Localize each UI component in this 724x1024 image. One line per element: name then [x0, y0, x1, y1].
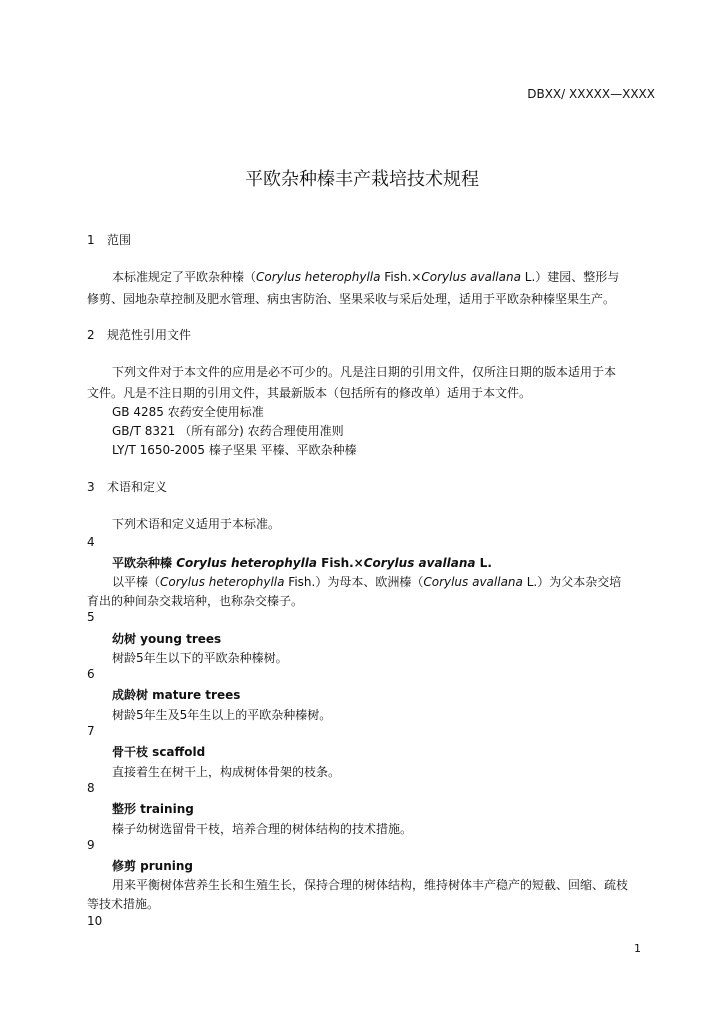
term-number: 7: [87, 724, 95, 738]
section-number: 2: [87, 328, 95, 342]
term-definition: 树龄5年生及5年生以上的平欧杂种榛树。: [112, 708, 332, 722]
term-number: 4: [87, 535, 95, 549]
term-definition-line-2: 育出的种间杂交栽培种，也称杂交榛子。: [87, 594, 304, 608]
reference-item: GB 4285 农药安全使用标准: [112, 405, 264, 419]
term-definition: 树龄5年生以下的平欧杂种榛树。: [112, 651, 288, 665]
reference-item: GB/T 8321 （所有部分) 农药合理使用准则: [112, 424, 344, 438]
term-definition-line-2: 等技术措施。: [87, 897, 160, 911]
term-number: 5: [87, 610, 95, 624]
references-intro-line-2: 文件。凡是不注日期的引用文件，其最新版本（包括所有的修改单）适用于本文件。: [87, 386, 532, 400]
references-intro-line-1: 下列文件对于本文件的应用是必不可少的。凡是注日期的引用文件，仅所注日期的版本适用于本: [112, 365, 617, 379]
term-heading: 成龄树 mature trees: [112, 688, 241, 702]
term-heading: 修剪 pruning: [112, 859, 194, 873]
standard-code: DBXX/ XXXXX—XXXX: [527, 87, 655, 101]
term-heading: 整形 training: [112, 802, 194, 816]
terms-intro: 下列术语和定义适用于本标准。: [112, 517, 281, 531]
section-1-heading: [87, 231, 131, 248]
term-heading: 平欧杂种榛 Corylus heterophylla Fish.×Corylus avallana L.: [112, 556, 492, 570]
section-3-heading: [87, 478, 167, 495]
section-title: 术语和定义: [107, 480, 168, 494]
term-definition-line-1: 用来平衡树体营养生长和生殖生长，保持合理的树体结构，维持树体丰产稳产的短截、回缩、疏枝: [112, 878, 629, 892]
term-definition: 榛子幼树选留骨干枝，培养合理的树体结构的技术措施。: [112, 822, 413, 836]
term-number: 9: [87, 838, 95, 852]
scope-paragraph-line-2: 修剪、园地杂草控制及肥水管理、病虫害防治、坚果采收与采后处理，适用于平欧杂种榛坚果生产。: [87, 292, 616, 306]
term-number: 6: [87, 667, 95, 681]
section-number: 1: [87, 233, 95, 247]
term-heading: 幼树 young trees: [112, 632, 222, 646]
section-number: 3: [87, 480, 95, 494]
section-title: 范围: [107, 233, 132, 247]
term-definition-line-1: 以平榛（Corylus heterophylla Fish.）为母本、欧洲榛（Corylus avallana L.）为父本杂交培: [112, 575, 622, 589]
page-title: 平欧杂种榛丰产栽培技术规程: [245, 169, 479, 190]
term-definition: 直接着生在树干上，构成树体骨架的枝条。: [112, 765, 341, 779]
term-number: 10: [87, 914, 103, 928]
section-title: 规范性引用文件: [107, 328, 192, 342]
reference-item: LY/T 1650-2005 榛子坚果 平榛、平欧杂种榛: [112, 443, 357, 457]
page-number: 1: [634, 942, 641, 955]
term-number: 8: [87, 781, 95, 795]
term-heading: 骨干枝 scaffold: [112, 745, 206, 759]
section-2-heading: [87, 326, 191, 343]
scope-paragraph-line-1: 本标准规定了平欧杂种榛（Corylus heterophylla Fish.×Corylus avallana L.）建园、整形与: [112, 270, 620, 284]
